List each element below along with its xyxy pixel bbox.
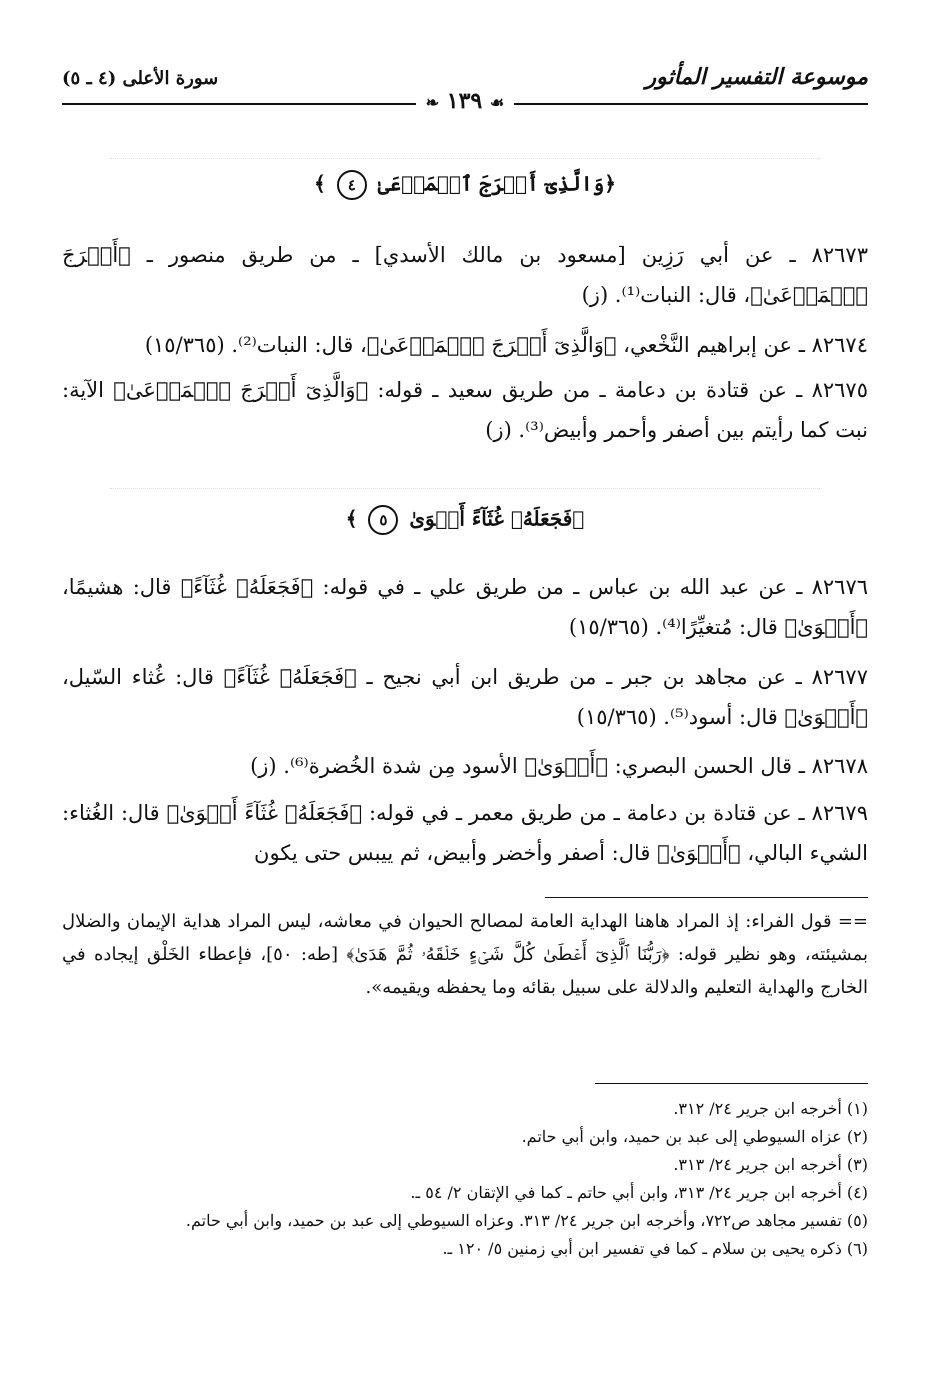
footnote-separator <box>595 1083 868 1084</box>
entry: ٨٢٦٧٥ ـ عن قتادة بن دعامة ـ من طريق سعيد ـ قوله: ﴿وَالَّذِىٓ أَخۡرَجَ ٱلۡمَرۡعَىٰ﴾ الآية: نبت كما رأيتم بين أصفر وأحمر وأبيض⁽³⁾. (ز) <box>62 378 868 442</box>
verse-heading <box>62 505 868 535</box>
divider <box>110 488 820 489</box>
entry: ٨٢٦٧٤ ـ عن إبراهيم النَّخْعي، ﴿وَالَّذِىٓ أَخۡرَجَ ٱلۡمَرۡعَىٰ﴾، قال: النبات⁽²⁾. (١٥/٣٦٥) <box>144 333 868 357</box>
verse-heading <box>62 170 868 200</box>
page-number: ١٣٩ <box>446 88 483 114</box>
sura-reference: سورة الأعلى (٤ ـ ٥) <box>62 68 219 89</box>
footnote: (١) أخرجه ابن جرير ٢٤/ ٣١٢. <box>673 1099 868 1118</box>
footnote: (٦) ذكره يحيى بن سلام ـ كما في تفسير ابن أبي زمنين ٥/ ١٢٠ ـ. <box>442 1239 868 1258</box>
ayah-number-icon: ٤ <box>337 170 367 200</box>
book-title: موسوعة التفسير المأثور <box>645 64 868 90</box>
ayah-number-icon: ٥ <box>368 505 398 535</box>
footnote: (٣) أخرجه ابن جرير ٢٤/ ٣١٣. <box>673 1155 868 1174</box>
footnote: (٤) أخرجه ابن جرير ٢٤/ ٣١٣، وابن أبي حاتم ـ كما في الإتقان ٢/ ٥٤ ـ. <box>410 1183 868 1202</box>
verse-text: ﴿وَالَّذِىٓ أَخۡرَجَ ٱلۡمَرۡعَىٰ <box>377 171 616 196</box>
verse-bracket: ﴾ <box>345 506 358 531</box>
entry: ٨٢٦٧٧ ـ عن مجاهد بن جبر ـ من طريق ابن أبي نجيح ـ ﴿فَجَعَلَهُۥ غُثَآءً﴾ قال: غُثاء السّيل، ﴿أَحۡوَىٰ﴾ قال: أسود⁽⁵⁾. (١٥/٣٦٥) <box>62 665 868 729</box>
footnote-separator <box>545 897 868 898</box>
entry: ٨٢٦٧٦ ـ عن عبد الله بن عباس ـ من طريق علي ـ في قوله: ﴿فَجَعَلَهُۥ غُثَآءً﴾ قال: هشيمًا، ﴿أَحۡوَىٰ﴾ قال: مُتغيِّرًا⁽⁴⁾. (١٥/٣٦٥) <box>62 575 869 639</box>
verse-text: ﴿فَجَعَلَهُۥ غُثَآءً أَحۡوَىٰ <box>409 506 585 531</box>
entry: ٨٢٦٧٩ ـ عن قتادة بن دعامة ـ من طريق معمر ـ في قوله: ﴿فَجَعَلَهُۥ غُثَآءً أَحۡوَىٰ﴾ قال: الغُثاء: الشيء البالي، ﴿أَحۡوَىٰ﴾ قال: أصفر وأخضر وأبيض، ثم ييبس حتى يكون <box>62 801 868 865</box>
verse-bracket: ﴾ <box>314 171 326 196</box>
ornament-icon: ☙ <box>489 93 505 112</box>
footnote-list <box>62 1095 868 1263</box>
footnote: (٢) عزاه السيوطي إلى عبد بن حميد، وابن أبي حاتم. <box>521 1127 868 1146</box>
entry: ٨٢٦٧٣ ـ عن أبي رَزِين [مسعود بن مالك الأسدي] ـ من طريق منصور ـ ﴿أَخۡرَجَ ٱلۡمَرۡعَىٰ﴾، قال: النبات⁽¹⁾. (ز) <box>62 243 868 307</box>
footnote-continuation: == قول الفراء: إذ المراد هاهنا الهداية العامة لمصالح الحيوان في معاشه، ليس المراد هداية الإيمان والضلال بمشيئته، وهو نظير قوله: ﴿رَبُّنَا ٱلَّذِىٓ أَعۡطَىٰ كُلَّ شَىۡءٍ خَلۡقَهُۥ ثُمَّ هَدَىٰ﴾ [طه: ٥٠]، فإعطاء الخَلْق إيجاده في الخارج والهداية التعليم والدلالة على سبيل بقائه وما يحفظه ويقيمه». <box>62 911 868 998</box>
ornament-icon: ❧ <box>425 93 440 112</box>
footnote: (٥) تفسير مجاهد ص٧٢٢، وأخرجه ابن جرير ٢٤/ ٣١٣. وعزاه السيوطي إلى عبد بن حميد، وابن أبي حاتم. <box>185 1211 868 1230</box>
entry: ٨٢٦٧٨ ـ قال الحسن البصري: ﴿أَحۡوَىٰ﴾ الأسود مِن شدة الخُضرة⁽⁶⁾. (ز) <box>250 754 868 778</box>
page-number-block <box>0 88 930 114</box>
divider <box>110 158 820 159</box>
